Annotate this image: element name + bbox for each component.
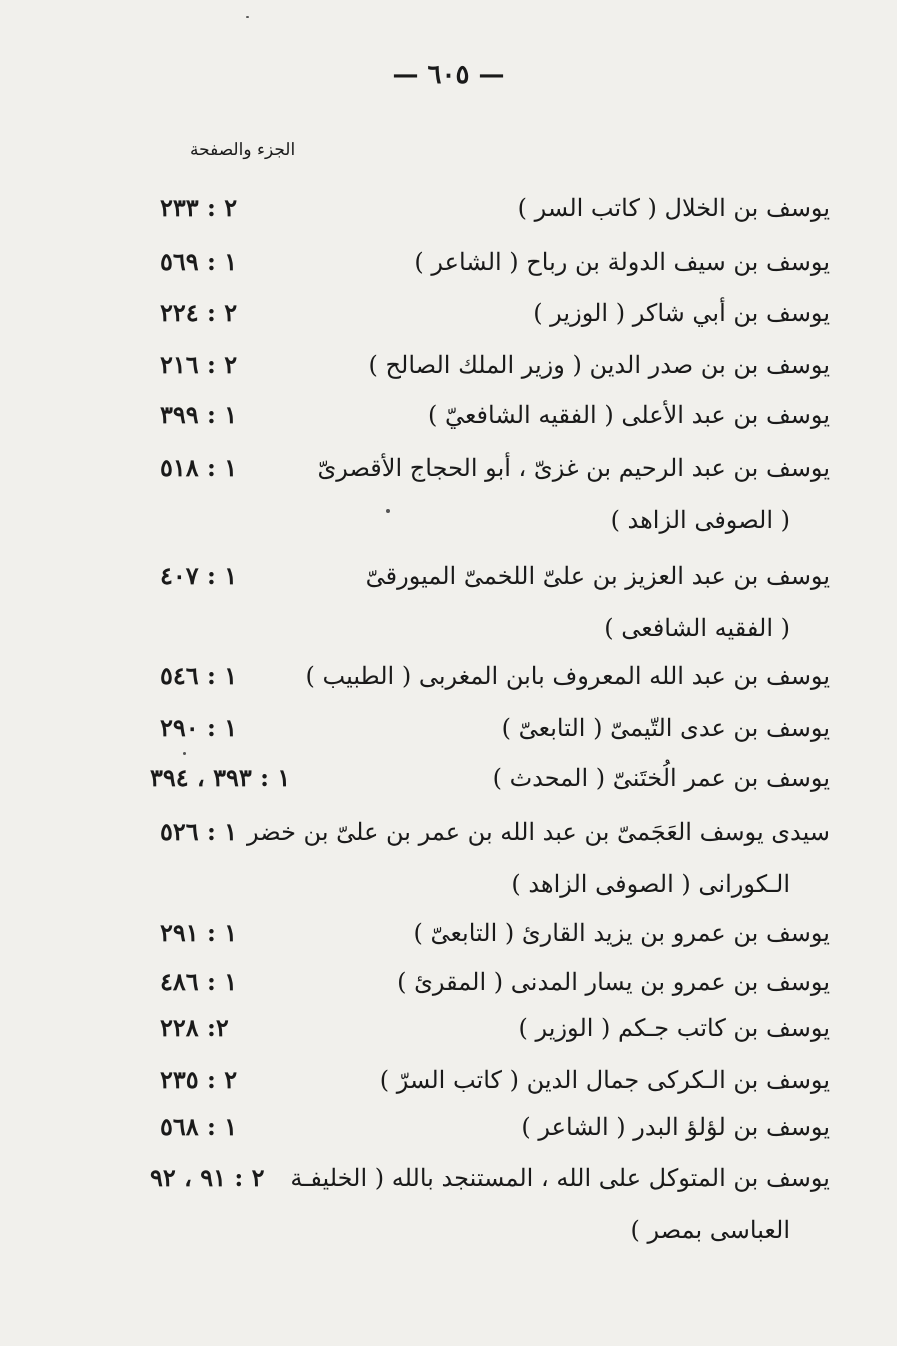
entry-name: يوسف بن كاتب جـكم ( الوزير ) bbox=[518, 1014, 830, 1042]
paper-speck bbox=[246, 16, 249, 18]
entry-name: يوسف بن عبد العزيز بن علىّ اللخمىّ الميورقىّ bbox=[365, 562, 830, 590]
entry-continuation: ( الصوفى الزاهد ) bbox=[610, 506, 790, 534]
entry-continuation: العباسى بمصر ) bbox=[630, 1216, 790, 1244]
entry-name: يوسف بن أبي شاكر ( الوزير ) bbox=[533, 299, 830, 327]
entry-continuation: الـكورانى ( الصوفى الزاهد ) bbox=[511, 870, 790, 898]
entry-name: يوسف بن الخلال ( كاتب السر ) bbox=[517, 194, 830, 222]
entry-ref: ١ : ٤٨٦ bbox=[160, 967, 238, 996]
entry-ref: ٢: ٢٢٨ bbox=[160, 1013, 229, 1042]
entry-continuation: ( الفقيه الشافعى ) bbox=[604, 614, 790, 642]
entry-ref: ١ : ٥٦٩ bbox=[160, 247, 238, 276]
column-header: الجزء والصفحة bbox=[190, 140, 296, 160]
entry-name: يوسف بن عمر الُختَنىّ ( المحدث ) bbox=[492, 764, 830, 792]
entry-name: يوسف بن عبد الله المعروف بابن المغربى ( الطبيب ) bbox=[305, 662, 830, 690]
entry-name: سيدى يوسف العَجَمىّ بن عبد الله بن عمر بن علىّ بن خضر bbox=[247, 818, 830, 846]
entry-name: يوسف بن عمرو بن يسار المدنى ( المقرئ ) bbox=[397, 968, 830, 996]
entry-ref: ١ : ٥٢٦ bbox=[160, 817, 238, 846]
page-number: — ٦٠٥ — bbox=[392, 60, 505, 90]
entry-ref: ١ : ٣٩٩ bbox=[160, 400, 238, 429]
paper-speck bbox=[386, 509, 390, 513]
paper-speck bbox=[183, 752, 186, 755]
entry-ref: ١ : ٣٩٣ ، ٣٩٤ bbox=[150, 763, 291, 792]
entry-ref: ١ : ٥٤٦ bbox=[160, 661, 238, 690]
entry-name: يوسف بن سيف الدولة بن رباح ( الشاعر ) bbox=[414, 248, 830, 276]
entry-name: يوسف بن عبد الرحيم بن غزىّ ، أبو الحجاج الأقصرىّ bbox=[317, 454, 830, 482]
entry-ref: ١ : ٥٦٨ bbox=[160, 1112, 238, 1141]
entry-name: يوسف بن الـكركى جمال الدين ( كاتب السرّ ) bbox=[379, 1066, 830, 1094]
entry-name: يوسف بن عبد الأعلى ( الفقيه الشافعيّ ) bbox=[427, 401, 830, 429]
entry-name: يوسف بن بن صدر الدين ( وزير الملك الصالح ) bbox=[368, 351, 830, 379]
entry-ref: ٢ : ٩١ ، ٩٢ bbox=[150, 1163, 265, 1192]
entry-ref: ١ : ٥١٨ bbox=[160, 453, 238, 482]
entry-ref: ٢ : ٢٢٤ bbox=[160, 298, 238, 327]
entry-name: يوسف بن المتوكل على الله ، المستنجد بالله ( الخليفـة bbox=[290, 1164, 830, 1192]
entry-ref: ٢ : ٢٣٣ bbox=[160, 193, 238, 222]
entry-ref: ١ : ٤٠٧ bbox=[160, 561, 238, 590]
entry-ref: ١ : ٢٩١ bbox=[160, 918, 238, 947]
entry-ref: ٢ : ٢١٦ bbox=[160, 350, 238, 379]
entry-name: يوسف بن عمرو بن يزيد القارئ ( التابعىّ ) bbox=[413, 919, 830, 947]
entry-name: يوسف بن عدى التّيمىّ ( التابعىّ ) bbox=[501, 714, 830, 742]
entry-name: يوسف بن لؤلؤ البدر ( الشاعر ) bbox=[521, 1113, 830, 1141]
entry-ref: ٢ : ٢٣٥ bbox=[160, 1065, 238, 1094]
entry-ref: ١ : ٢٩٠ bbox=[160, 713, 238, 742]
